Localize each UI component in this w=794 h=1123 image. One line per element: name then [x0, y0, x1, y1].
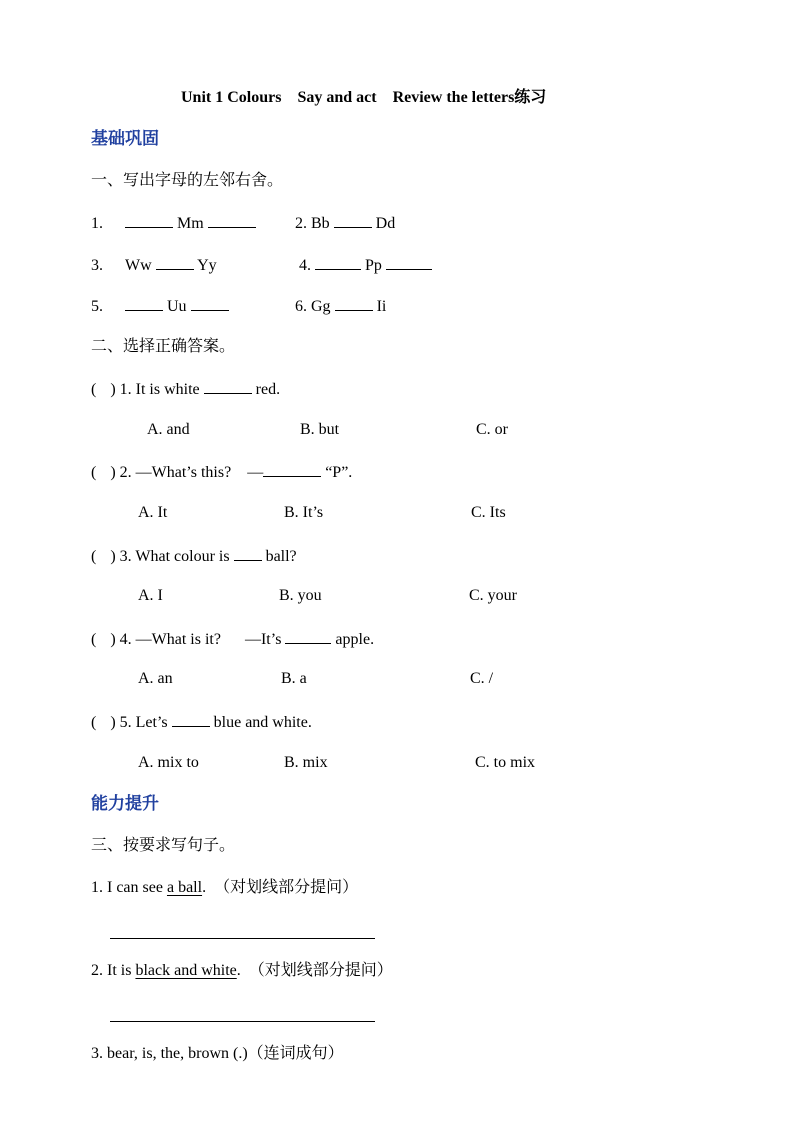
option-c[interactable]: C. or: [476, 421, 508, 438]
option-b[interactable]: B. but: [300, 421, 340, 438]
underlined-phrase: a ball: [166, 879, 203, 896]
part2-heading: 二、选择正确答案。: [91, 338, 236, 355]
letter-item-3: 3. Ww Yy: [91, 254, 217, 276]
letter-item-5: 5. Uu: [91, 295, 229, 317]
option-a[interactable]: A. and: [147, 421, 190, 438]
part1-heading: 一、写出字母的左邻右舍。: [91, 172, 284, 189]
answer-paren[interactable]: [96, 462, 110, 477]
answer-blank[interactable]: [208, 212, 256, 228]
option-a[interactable]: A. I: [138, 587, 163, 604]
answer-blank[interactable]: [263, 461, 321, 477]
option-a[interactable]: A. It: [138, 504, 168, 521]
letter-item-1: 1. Mm: [91, 212, 256, 234]
answer-paren[interactable]: [96, 379, 110, 394]
option-c[interactable]: C. your: [469, 587, 517, 604]
answer-blank[interactable]: [386, 254, 432, 270]
answer-paren[interactable]: [96, 629, 110, 644]
answer-blank[interactable]: [334, 212, 372, 228]
option-c[interactable]: C. /: [470, 670, 494, 687]
sentence-1: 1. I can see a ball. （对划线部分提问）: [91, 879, 359, 896]
section-advanced: 能力提升: [91, 794, 159, 813]
option-a[interactable]: A. an: [138, 670, 173, 687]
answer-blank[interactable]: [125, 295, 163, 311]
sentence-3: 3. bear, is, the, brown (.)（连词成句）: [91, 1045, 344, 1062]
letter-item-4: 4. Pp: [299, 254, 432, 276]
option-c[interactable]: C. Its: [471, 504, 506, 521]
answer-blank[interactable]: [191, 295, 229, 311]
underlined-phrase: black and white: [135, 962, 237, 979]
section-basic: 基础巩固: [91, 129, 159, 148]
option-b[interactable]: B. a: [281, 670, 307, 687]
answer-blank[interactable]: [125, 212, 173, 228]
option-a[interactable]: A. mix to: [138, 754, 199, 771]
letter-item-6: 6. Gg Ii: [295, 295, 386, 317]
answer-line-1[interactable]: [110, 938, 375, 939]
option-b[interactable]: B. you: [279, 587, 322, 604]
answer-blank[interactable]: [172, 711, 210, 727]
part3-heading: 三、按要求写句子。: [91, 837, 236, 854]
answer-paren[interactable]: [96, 546, 110, 561]
question-3: ( ) 3. What colour is ball?: [91, 545, 297, 567]
question-1: ( ) 1. It is white red.: [91, 378, 280, 400]
letter-item-2: 2. Bb Dd: [295, 212, 395, 234]
answer-paren[interactable]: [96, 712, 110, 727]
title-english: Unit 1 Colours Say and act Review the letters: [181, 89, 515, 106]
answer-blank[interactable]: [234, 545, 262, 561]
question-5: ( ) 5. Let’s blue and white.: [91, 711, 312, 733]
question-4: ( ) 4. —What is it? —It’s apple.: [91, 628, 374, 650]
title-chinese: 练习: [514, 87, 547, 106]
answer-blank[interactable]: [335, 295, 373, 311]
sentence-2: 2. It is black and white. （对划线部分提问）: [91, 962, 393, 979]
answer-blank[interactable]: [204, 378, 252, 394]
answer-blank[interactable]: [285, 628, 331, 644]
answer-blank[interactable]: [156, 254, 194, 270]
question-2: ( ) 2. —What’s this? — “P”.: [91, 461, 352, 483]
page-title: [181, 87, 546, 108]
answer-line-2[interactable]: [110, 1021, 375, 1022]
option-b[interactable]: B. It’s: [284, 504, 324, 521]
answer-blank[interactable]: [315, 254, 361, 270]
option-b[interactable]: B. mix: [284, 754, 328, 771]
option-c[interactable]: C. to mix: [475, 754, 536, 771]
